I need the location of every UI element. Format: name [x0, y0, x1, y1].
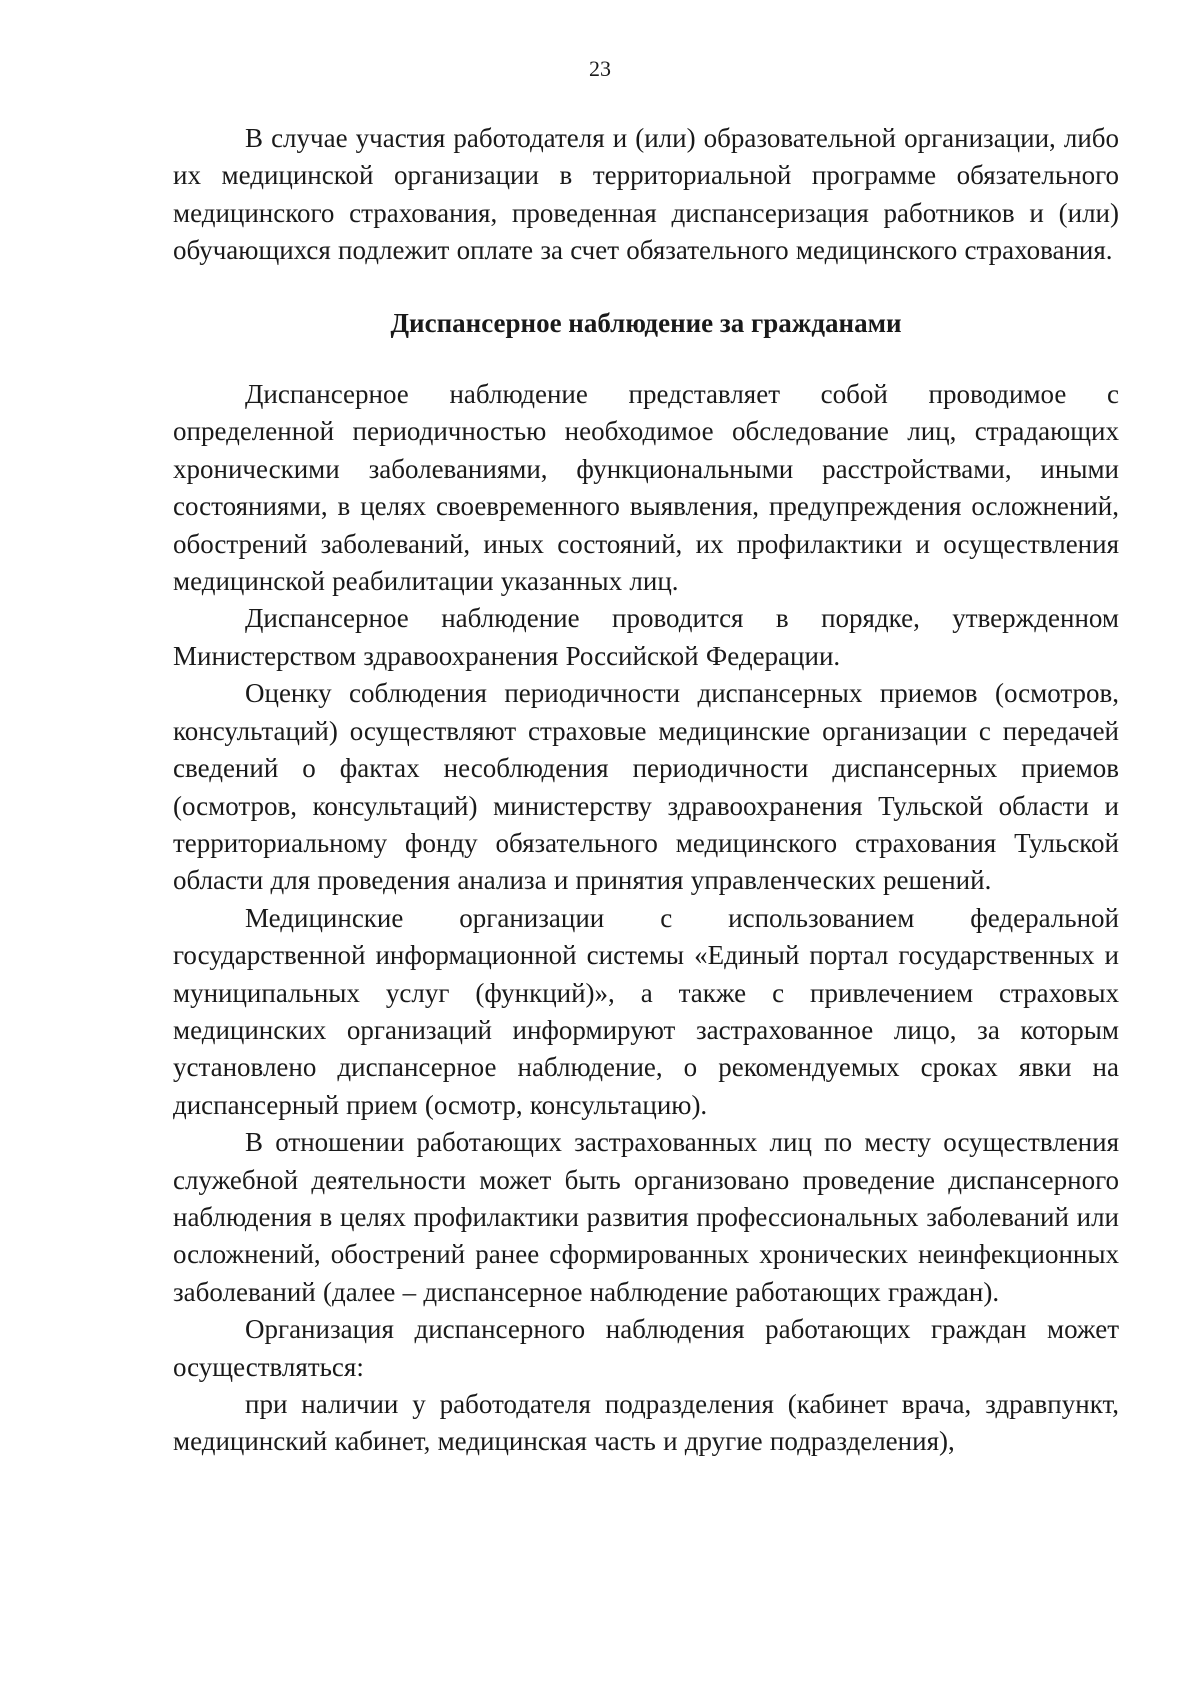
- paragraph-organization: Организация диспансерного наблюдения работающих граждан может осуществляться:: [173, 1314, 1119, 1382]
- page-number: 23: [589, 56, 611, 81]
- paragraph-informing: Медицинские организации с использованием федеральной государственной информационной системы «Единый портал государственных и муниципальных услуг (функций)», а также с привлечением страховых медицинских организаций информируют застрахованное лицо, за которым установлено диспансерное наблюдение, о рекомендуемых сроках явки на диспансерный прием (осмотр, консультацию).: [173, 902, 1119, 1120]
- section-heading: Диспансерное наблюдение за гражданами: [390, 307, 902, 338]
- paragraph-assessment: Оценку соблюдения периодичности диспансерных приемов (осмотров, консультаций) осуществляют страховые медицинские организации с передачей сведений о фактах несоблюдения периодичности диспансерных приемов (осмотров, консультаций) министерству здравоохранения Тульской области и территориальному фонду обязательного медицинского страхования Тульской области для проведения анализа и принятия управленческих решений.: [173, 678, 1119, 896]
- paragraph-procedure: Диспансерное наблюдение проводится в порядке, утвержденном Министерством здравоохранения Российской Федерации.: [173, 603, 1119, 671]
- document-body: [173, 120, 1119, 1461]
- paragraph-working-citizens: В отношении работающих застрахованных лиц по месту осуществления служебной деятельности может быть организовано проведение диспансерного наблюдения в целях профилактики развития профессиональных заболеваний или осложнений, обострений ранее сформированных хронических неинфекционных заболеваний (далее – диспансерное наблюдение работающих граждан).: [173, 1127, 1119, 1307]
- paragraph-employer-participation: В случае участия работодателя и (или) образовательной организации, либо их медицинской организации в территориальной программе обязательного медицинского страхования, проведенная диспансеризация работников и (или) обучающихся подлежит оплате за счет обязательного медицинского страхования.: [173, 123, 1119, 266]
- paragraph-employer-unit: при наличии у работодателя подразделения (кабинет врача, здравпункт, медицинский кабинет, медицинская часть и другие подразделения),: [173, 1389, 1119, 1457]
- paragraph-definition: Диспансерное наблюдение представляет собой проводимое с определенной периодичностью необходимое обследование лиц, страдающих хроническими заболеваниями, функциональными расстройствами, иными состояниями, в целях своевременного выявления, предупреждения осложнений, обострений заболеваний, иных состояний, их профилактики и осуществления медицинской реабилитации указанных лиц.: [173, 379, 1119, 597]
